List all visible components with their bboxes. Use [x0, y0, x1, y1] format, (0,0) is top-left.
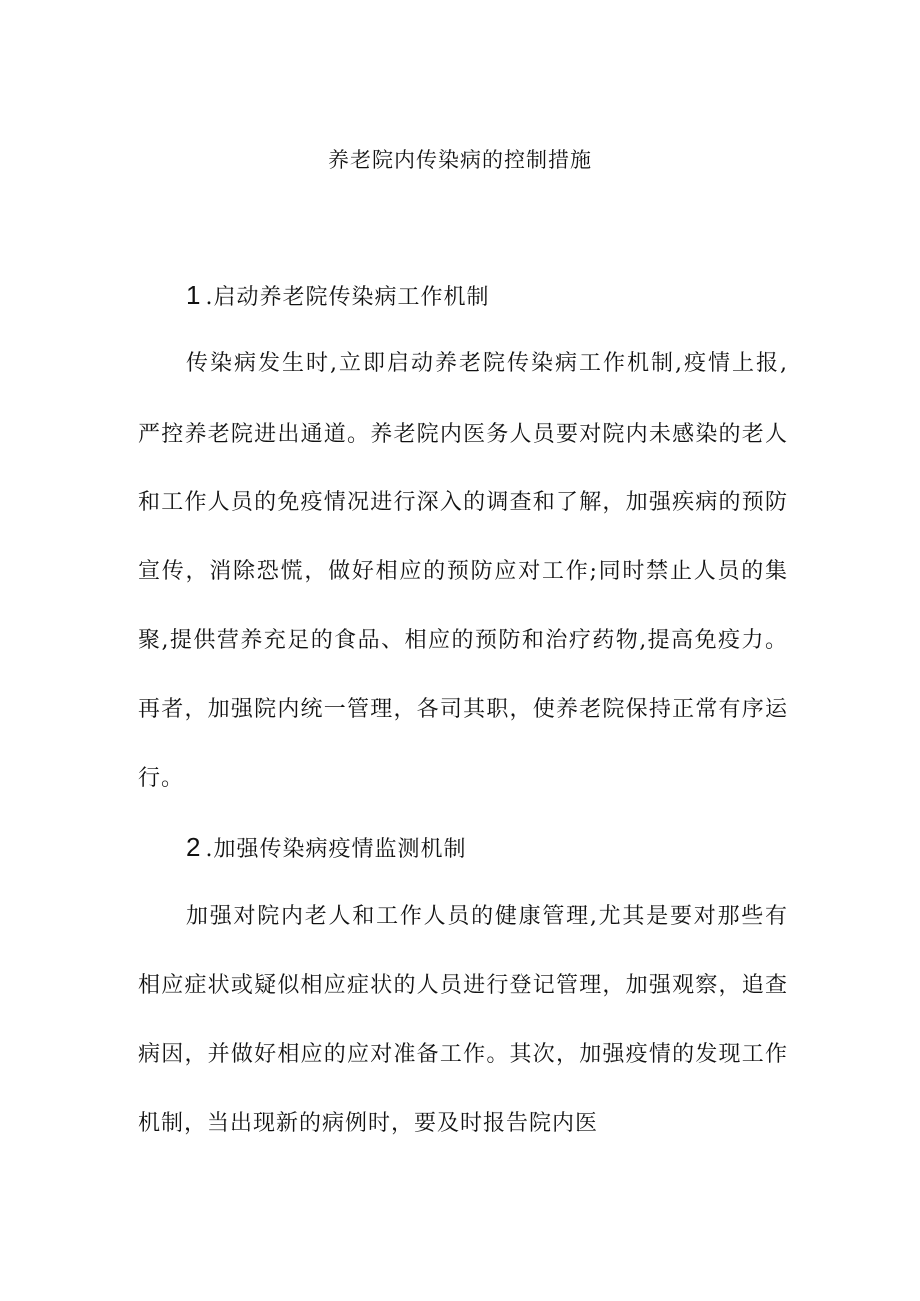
section-1-line-7: 行。: [138, 766, 185, 791]
section-2-line-2: 相应症状或疑似相应症状的人员进行登记管理，加强观察，追查: [138, 973, 788, 998]
section-2-line-3: 病因，并做好相应的应对准备工作。其次，加强疫情的发现工作: [138, 1042, 788, 1067]
section-1-line-1: 传染病发生时,立即启动养老院传染病工作机制,疫情上报,: [186, 351, 788, 376]
section-2-number: 2: [186, 832, 202, 862]
section-1-line-3: 和工作人员的免疫情况进行深入的调查和了解，加强疾病的预防: [138, 490, 788, 515]
document-title: 养老院内传染病的控制措施: [328, 148, 592, 172]
section-1-line-6: 再者，加强院内统一管理，各司其职，使养老院保持正常有序运: [138, 697, 788, 722]
section-2-line-4: 机制，当出现新的病例时，要及时报告院内医: [138, 1111, 599, 1136]
section-1-number: 1: [186, 280, 202, 310]
section-2-line-1: 加强对院内老人和工作人员的健康管理,尤其是要对那些有: [186, 904, 788, 929]
section-1-line-5: 聚,提供营养充足的食品、相应的预防和治疗药物,提高免疫力。: [138, 628, 788, 653]
section-2-heading: [186, 832, 466, 865]
section-2-heading-text: .加强传染病疫情监测机制: [205, 837, 467, 862]
section-1-heading-text: .启动养老院传染病工作机制: [205, 285, 490, 310]
section-1-heading: [186, 280, 489, 313]
section-1-line-4: 宣传，消除恐慌，做好相应的预防应对工作;同时禁止人员的集: [138, 559, 788, 584]
section-1-line-2: 严控养老院进出通道。养老院内医务人员要对院内未感染的老人: [138, 422, 788, 447]
